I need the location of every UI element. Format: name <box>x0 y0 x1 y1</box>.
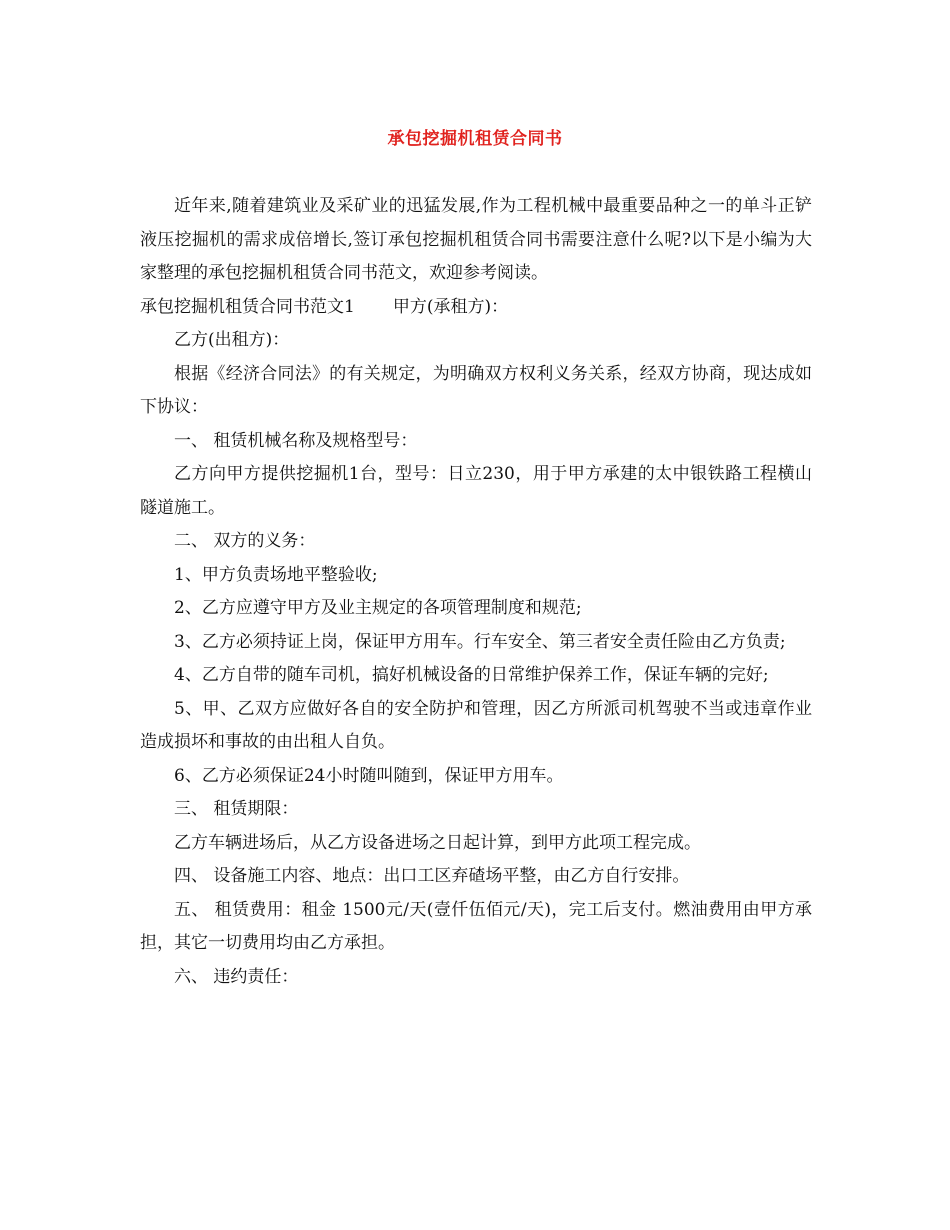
section-3-heading: 三、 租赁期限： <box>174 799 299 819</box>
section-2-heading: 二、 双方的义务： <box>174 531 316 551</box>
section-1-heading: 一、 租赁机械名称及规格型号： <box>174 430 418 451</box>
document-title: 承包挖掘机租赁合同书 <box>387 129 563 149</box>
section-1-body: 乙方向甲方提供挖掘机1台，型号：日立230，用于甲方承建的太中银铁路工程横山隧道施工。 <box>140 464 812 518</box>
section-4-line: 四、 设备施工内容、地点：出口工区弃碴场平整，由乙方自行安排。 <box>174 866 690 886</box>
sample-heading: 承包挖掘机租赁合同书范文1 <box>140 296 355 317</box>
sample-heading-line <box>140 291 812 325</box>
section-2-item-1: 1、甲方负责场地平整验收; <box>174 564 378 585</box>
party-b-label: 乙方(出租方)： <box>174 330 290 350</box>
section-6-heading: 六、 违约责任： <box>174 966 299 987</box>
section-2-item-6: 6、乙方必须保证24小时随叫随到，保证甲方用车。 <box>174 765 564 786</box>
preamble-paragraph: 根据《经济合同法》的有关规定，为明确双方权利义务关系，经双方协商，现达成如下协议： <box>140 363 812 417</box>
document-body <box>140 190 812 994</box>
intro-paragraph: 近年来,随着建筑业及采矿业的迅猛发展,作为工程机械中最重要品种之一的单斗正铲液压挖掘机的需求成倍增长,签订承包挖掘机租赁合同书需要注意什么呢?以下是小编为大家整理的承包挖掘机租赁合同书范文，欢迎参考阅读。 <box>140 196 812 283</box>
section-3-body: 乙方车辆进场后，从乙方设备进场之日起计算，到甲方此项工程完成。 <box>174 832 701 853</box>
section-2-item-4: 4、乙方自带的随车司机，搞好机械设备的日常维护保养工作，保证车辆的完好; <box>174 665 769 685</box>
section-2-item-2: 2、乙方应遵守甲方及业主规定的各项管理制度和规范; <box>174 598 582 618</box>
section-2-item-5: 5、甲、乙双方应做好各自的安全防护和管理，因乙方所派司机驾驶不当或违章作业造成损坏和事故的由出租人自负。 <box>140 698 812 752</box>
section-5-line: 五、 租赁费用：租金 1500元/天(壹仟伍佰元/天)，完工后支付。燃油费用由甲方承担，其它一切费用均由乙方承担。 <box>140 899 812 953</box>
party-a-label: 甲方(承租方)： <box>392 296 509 317</box>
section-2-item-3: 3、乙方必须持证上岗，保证甲方用车。行车安全、第三者安全责任险由乙方负责; <box>174 631 786 652</box>
